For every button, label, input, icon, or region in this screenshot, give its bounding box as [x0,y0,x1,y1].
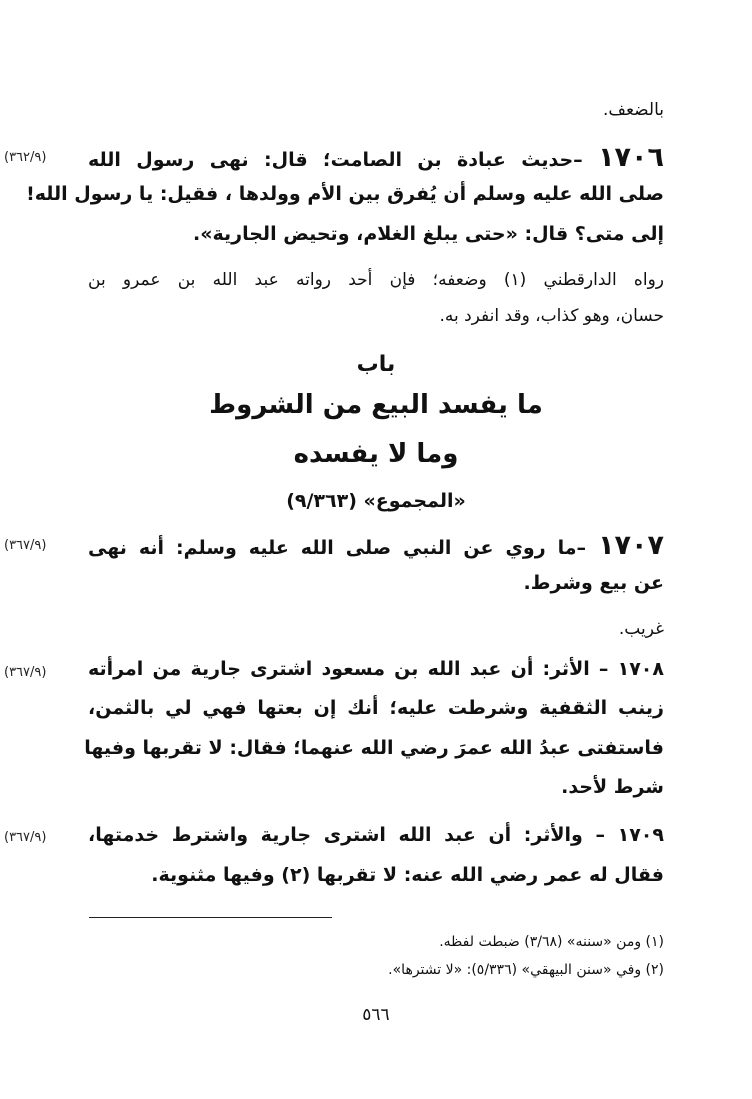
chapter-source: «المجموع» (٩/٣٦٣) [286,490,466,512]
entry-1706-ref: (٣٦٢/٩) [4,150,47,165]
entry-1708-ref: (٣٦٧/٩) [4,665,47,680]
entry-1709-line-1: ١٧٠٩ – والأثر: أن عبد الله اشترى جارية واشترط خدمتها، [88,824,664,846]
entry-1706-line-1 [88,142,664,173]
entry-1706-number: ١٧٠٦ [598,142,664,173]
entry-1708-line-1: ١٧٠٨ – الأثر: أن عبد الله بن مسعود اشترى جارية من امرأته [88,658,664,680]
entry-1707-number: ١٧٠٧ [598,530,664,561]
footnote-separator [89,917,332,918]
entry-1706-line-2: صلى الله عليه وسلم أن يُفرق بين الأم وولدها ، فقيل: يا رسول الله! [26,183,664,205]
entry-1709-ref: (٣٦٧/٩) [4,830,47,845]
entry-1706-line-3: إلى متى؟ قال: «حتى يبلغ الغلام، وتحيض الجارية». [193,223,664,245]
entry-1706-text-1: –حديث عبادة بن الصامت؛ قال: نهى رسول الله [88,149,583,171]
chapter-title-line-1: ما يفسد البيع من الشروط [209,390,543,420]
chapter-title-line-2: وما لا يفسده [293,439,459,469]
entry-1708-line-3: فاستفتى عبدُ الله عمرَ رضي الله عنهما؛ فقال: لا تقربها وفيها [84,737,664,759]
entry-1707-text-1: –ما روي عن النبي صلى الله عليه وسلم: أنه نهى [88,537,587,559]
footnote-1: (١) ومن «سننه» (٣/٦٨) ضبطت لفظه. [439,934,664,950]
previous-entry-tail: بالضعف. [602,100,664,120]
entry-1708-line-4: شرط لأحد. [561,776,664,798]
chapter-word: باب [356,352,396,377]
entry-1707-line-1 [88,530,664,561]
entry-1706-note-2: حسان، وهو كذاب، وقد انفرد به. [439,306,664,326]
footnote-2: (٢) وفي «سنن البيهقي» (٥/٣٣٦): «لا تشترها». [388,962,664,978]
entry-1708-line-2: زينب الثقفية وشرطت عليه؛ أنك إن بعتها فهي لي بالثمن، [88,697,664,719]
entry-1706-note-1: رواه الدارقطني (١) وضعفه؛ فإن أحد رواته عبد الله بن عمرو بن [88,270,664,290]
entry-1707-ref: (٣٦٧/٩) [4,538,47,553]
page-number: ٥٦٦ [362,1005,390,1025]
entry-1707-line-2: عن بيع وشرط. [523,572,664,594]
entry-1707-note: غريب. [618,619,664,639]
entry-1709-line-2: فقال له عمر رضي الله عنه: لا تقربها (٢) وفيها مثنوية. [151,864,664,886]
